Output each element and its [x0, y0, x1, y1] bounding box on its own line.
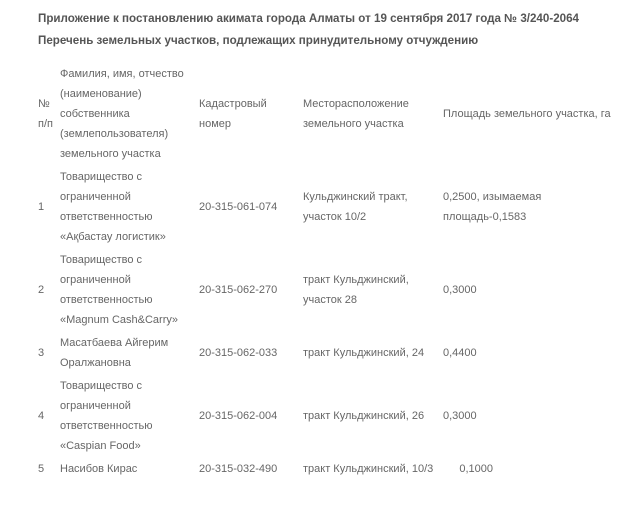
- cell-cadastre: 20-315-062-004: [199, 410, 278, 422]
- document-title: [38, 8, 579, 52]
- cell-location: тракт Кульджинский, 26: [303, 410, 425, 422]
- cell-owner: Масатбаева Айгерим Оралжановна: [60, 337, 169, 369]
- cell-area: 0,1000: [459, 463, 493, 475]
- cell-area: 0,2500, изымаемая площадь-0,1583: [443, 191, 542, 223]
- cell-number: 4: [38, 410, 45, 422]
- cell-cadastre: 20-315-032-490: [199, 463, 278, 475]
- header-location: Месторасположение земельного участка: [303, 98, 409, 130]
- cell-number: 1: [38, 201, 45, 213]
- title-line-2: Перечень земельных участков, подлежащих принудительному отчуждению: [38, 34, 479, 47]
- table-row: [36, 166, 615, 249]
- header-owner: Фамилия, имя, отчество (наименование) собственника (землепользователя) земельного участка: [60, 68, 184, 160]
- table-row: [36, 249, 615, 332]
- cell-owner: Товарищество с ограниченной ответственностью «Magnum Cash&Carry»: [60, 254, 178, 326]
- header-area: Площадь земельного участка, га: [443, 108, 611, 120]
- header-cadastre: Кадастровый номер: [199, 98, 267, 130]
- land-plots-table: [36, 63, 615, 481]
- table-row: [36, 458, 615, 481]
- table-row: [36, 375, 615, 458]
- cell-location: тракт Кульджинский, участок 28: [303, 274, 409, 306]
- cell-owner: Товарищество с ограниченной ответственностью «Caspian Food»: [60, 380, 153, 452]
- cell-area: 0,3000: [443, 284, 477, 296]
- cell-location: тракт Кульджинский, 10/3: [303, 463, 434, 475]
- cell-location: Кульджинский тракт, участок 10/2: [303, 191, 408, 223]
- table-row: [36, 332, 615, 375]
- cell-owner: Товарищество с ограниченной ответственностью «Ақбастау логистик»: [60, 171, 166, 243]
- cell-area: 0,4400: [443, 347, 477, 359]
- cell-number: 5: [38, 463, 45, 475]
- cell-number: 2: [38, 284, 45, 296]
- header-number: № п/п: [38, 98, 53, 130]
- cell-location: тракт Кульджинский, 24: [303, 347, 425, 359]
- cell-number: 3: [38, 347, 45, 359]
- cell-owner: Насибов Кирас: [60, 463, 138, 475]
- cell-cadastre: 20-315-062-270: [199, 284, 278, 296]
- cell-cadastre: 20-315-061-074: [199, 201, 278, 213]
- table-header-row: [36, 63, 615, 166]
- cell-cadastre: 20-315-062-033: [199, 347, 278, 359]
- title-line-1: Приложение к постановлению акимата города Алматы от 19 сентября 2017 года № 3/240-2064: [38, 12, 579, 25]
- cell-area: 0,3000: [443, 410, 477, 422]
